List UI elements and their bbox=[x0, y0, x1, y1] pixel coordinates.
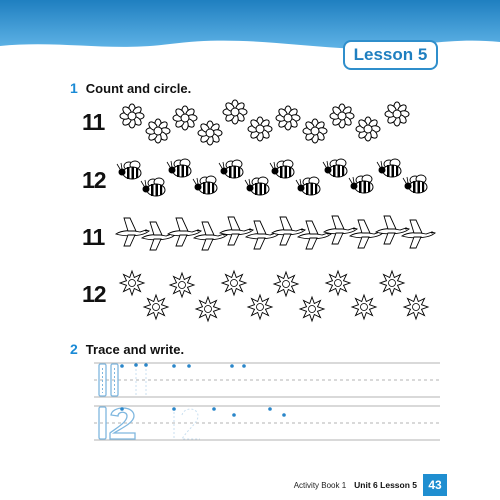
goose-icon bbox=[376, 216, 409, 244]
goose-icon bbox=[402, 220, 435, 248]
activity-1-instruction: Count and circle. bbox=[85, 80, 192, 96]
book-title: Activity Book 1 bbox=[293, 480, 347, 490]
sun-icon bbox=[300, 297, 324, 321]
flower-icon bbox=[356, 117, 380, 141]
goose-icon bbox=[194, 222, 227, 250]
bee-icon bbox=[117, 161, 141, 179]
flower-icon bbox=[330, 104, 354, 128]
bee-icon bbox=[377, 159, 401, 177]
flower-icon bbox=[385, 102, 409, 126]
flower-icon bbox=[303, 119, 327, 143]
goose-icon bbox=[246, 221, 279, 249]
sun-row bbox=[110, 265, 440, 327]
flower-icon bbox=[276, 106, 300, 130]
bee-row bbox=[110, 155, 440, 205]
goose-icon bbox=[272, 217, 305, 245]
goose-icon bbox=[220, 217, 253, 245]
goose-icon bbox=[324, 216, 357, 244]
page-number: 43 bbox=[423, 474, 447, 496]
bee-icon bbox=[141, 178, 165, 196]
trace-digits-12 bbox=[99, 407, 135, 439]
activity-2-instruction: Trace and write. bbox=[85, 341, 185, 357]
sun-icon bbox=[352, 295, 376, 319]
flower-row bbox=[110, 96, 440, 148]
row-3-count: 11 bbox=[82, 224, 105, 250]
flower-icon bbox=[146, 119, 170, 143]
bee-icon bbox=[349, 175, 373, 193]
sun-icon bbox=[196, 297, 220, 321]
goose-icon bbox=[298, 221, 331, 249]
dotted-11-guide bbox=[136, 365, 146, 396]
bee-icon bbox=[167, 159, 191, 177]
row-1-count: 11 bbox=[82, 109, 105, 135]
activity-1-number: 1 bbox=[70, 80, 78, 96]
activity-1-title bbox=[70, 80, 191, 96]
sun-icon bbox=[326, 271, 350, 295]
bee-icon bbox=[296, 177, 320, 195]
bee-icon bbox=[323, 159, 347, 177]
flower-icon bbox=[198, 121, 222, 145]
activity-2-number: 2 bbox=[70, 341, 78, 357]
sun-icon bbox=[170, 273, 194, 297]
sun-icon bbox=[248, 295, 272, 319]
tracing-area[interactable] bbox=[94, 357, 440, 443]
sun-icon bbox=[274, 272, 298, 296]
goose-icon bbox=[350, 220, 383, 248]
dotted-12-guide bbox=[174, 408, 200, 439]
goose-row bbox=[110, 210, 440, 258]
sun-icon bbox=[120, 271, 144, 295]
bee-icon bbox=[270, 160, 294, 178]
bee-icon bbox=[193, 176, 217, 194]
sun-icon bbox=[144, 295, 168, 319]
start-dots-row-2 bbox=[120, 407, 286, 417]
lesson-label: Lesson 5 bbox=[353, 45, 428, 64]
page-footer bbox=[280, 474, 500, 496]
flower-icon bbox=[173, 106, 197, 130]
bee-icon bbox=[219, 160, 243, 178]
goose-icon bbox=[116, 218, 149, 246]
row-4-count: 12 bbox=[82, 281, 106, 307]
goose-icon bbox=[168, 218, 201, 246]
flower-icon bbox=[248, 117, 272, 141]
flower-icon bbox=[120, 104, 144, 128]
lesson-tab bbox=[343, 40, 438, 70]
goose-icon bbox=[142, 222, 175, 250]
sun-icon bbox=[380, 271, 404, 295]
unit-lesson: Unit 6 Lesson 5 bbox=[354, 480, 417, 490]
activity-2-title bbox=[70, 341, 184, 357]
row-2-count: 12 bbox=[82, 167, 106, 193]
sun-icon bbox=[222, 271, 246, 295]
sun-icon bbox=[404, 295, 428, 319]
bee-icon bbox=[245, 177, 269, 195]
start-dots-row-1 bbox=[120, 363, 246, 368]
bee-icon bbox=[403, 175, 427, 193]
flower-icon bbox=[223, 100, 247, 124]
